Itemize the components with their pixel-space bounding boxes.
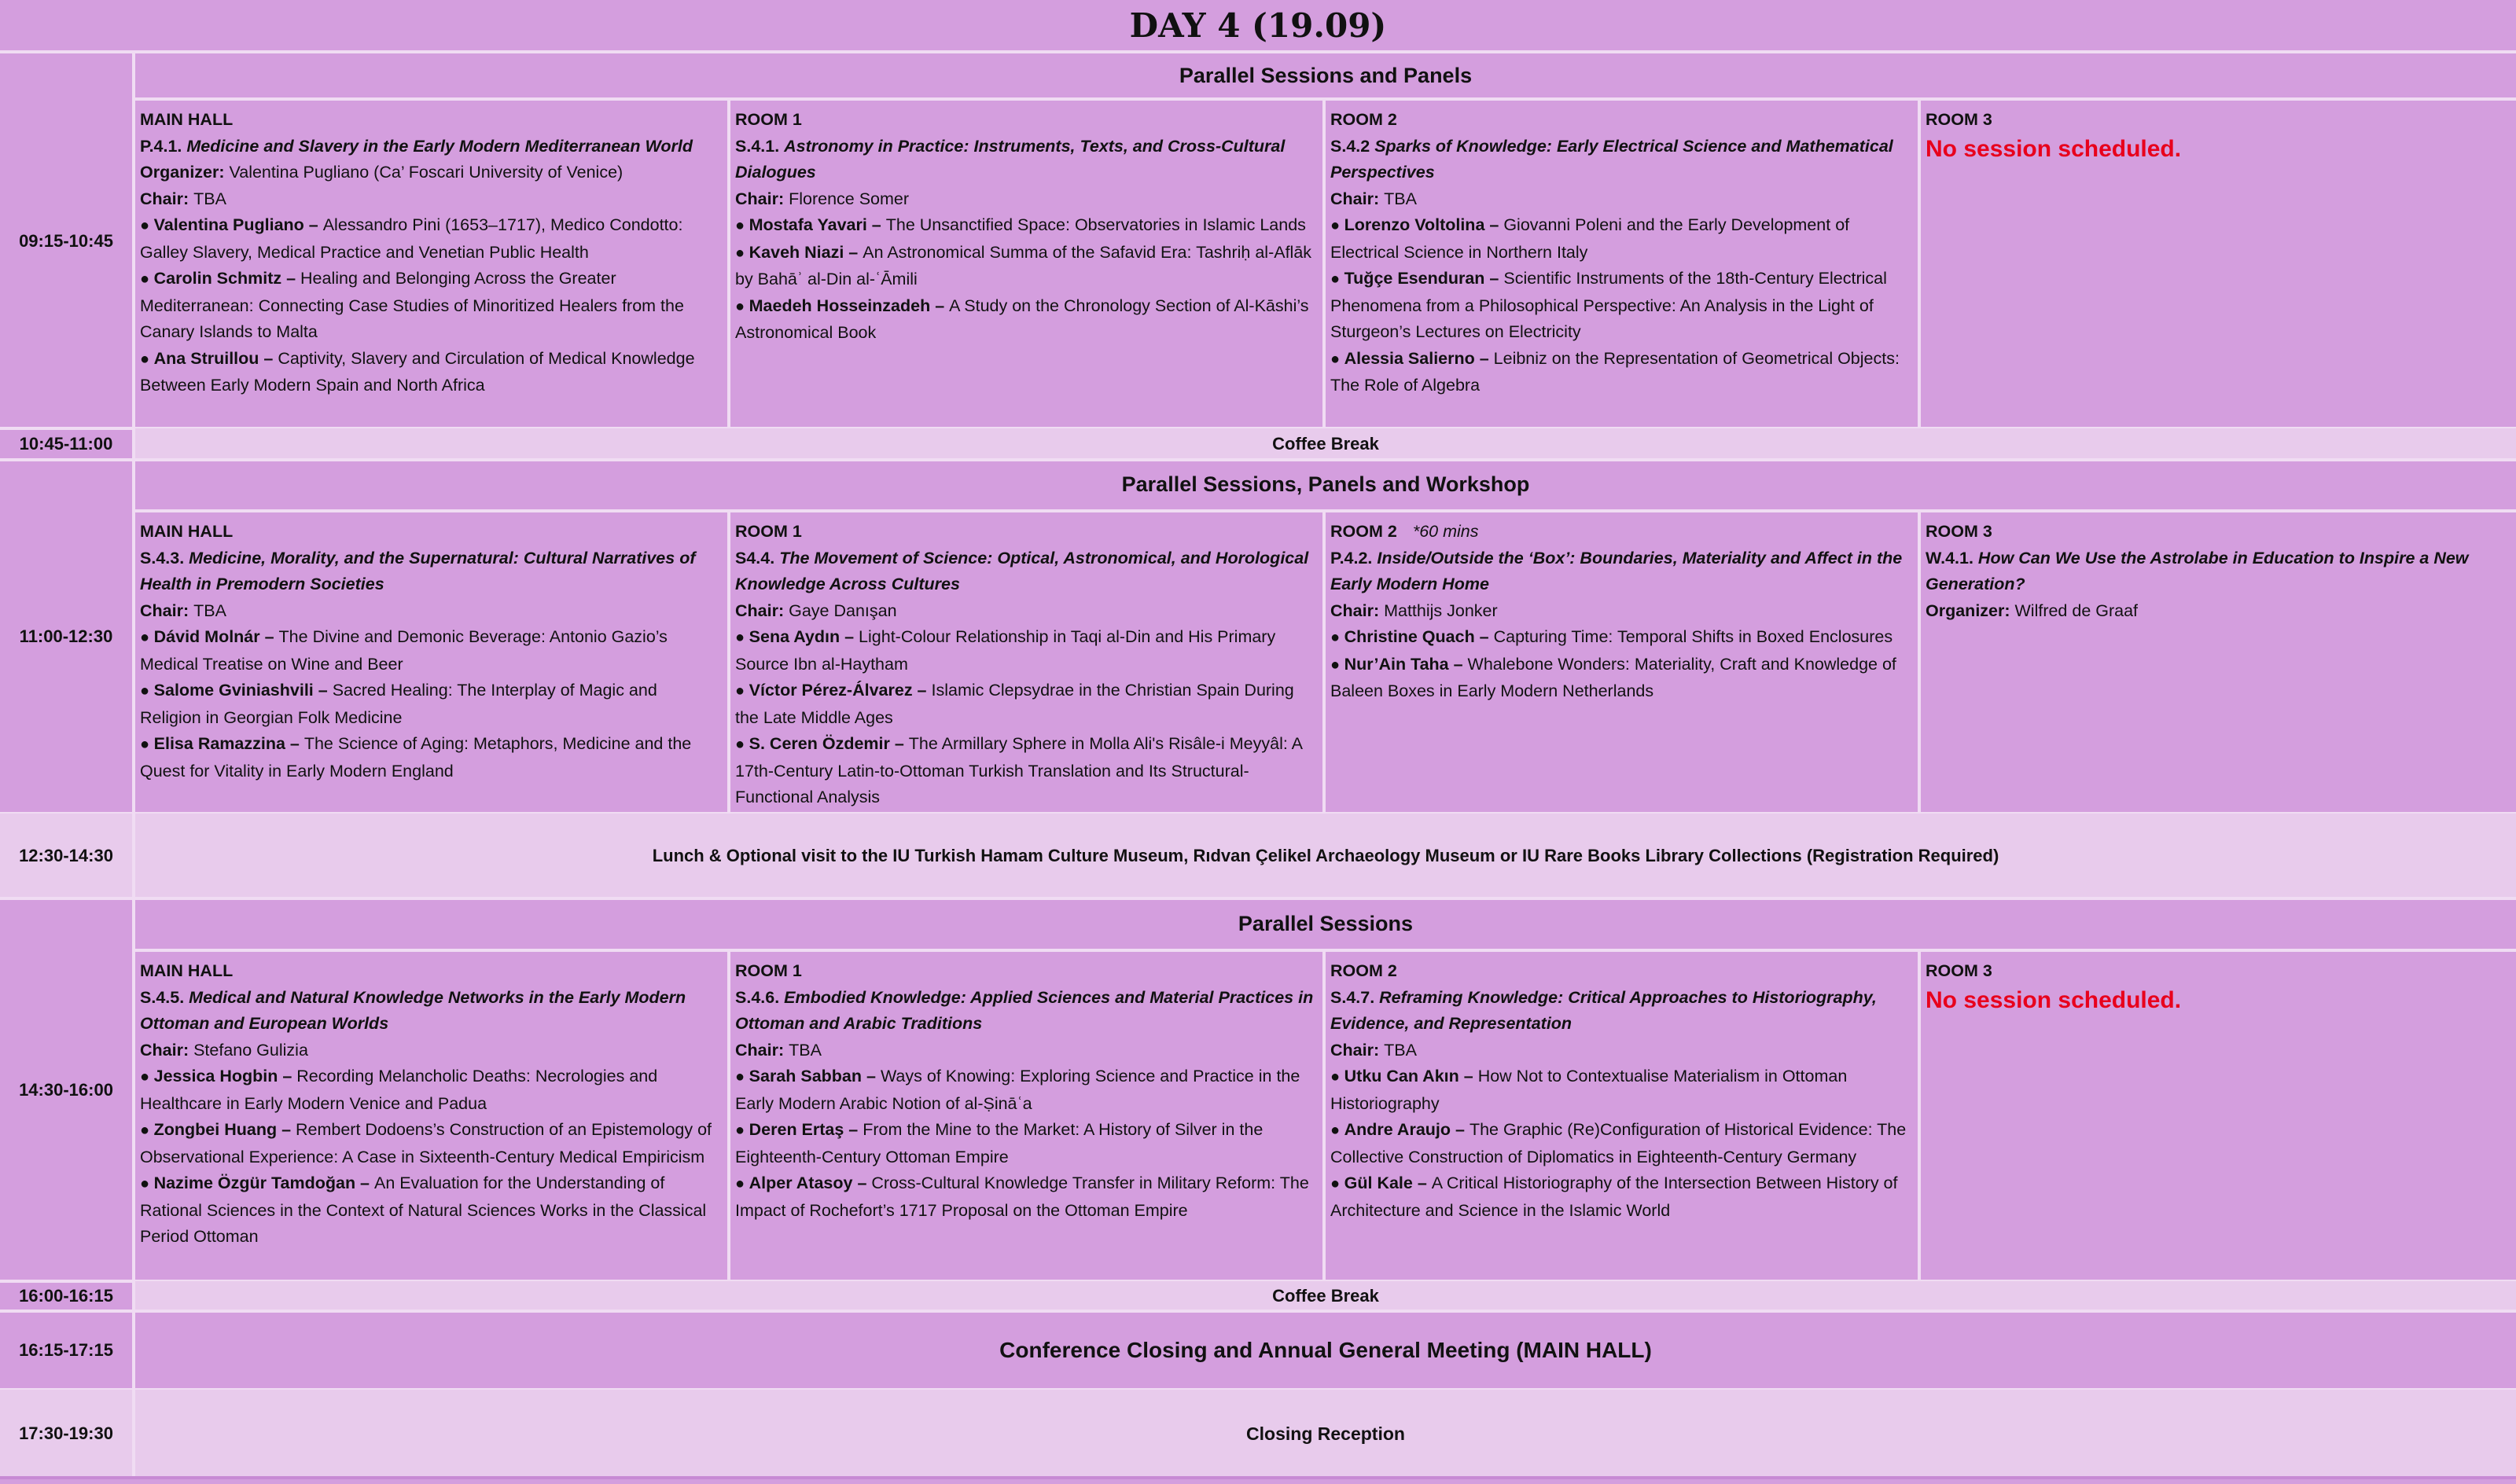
bullet-icon: ● (735, 1175, 749, 1192)
organizer-name: Valentina Pugliano (Ca’ Foscari University of Venice) (229, 163, 623, 182)
speaker: Andre Araujo – (1344, 1120, 1470, 1139)
speaker: S. Ceren Özdemir – (749, 734, 909, 753)
presentation-title: Alessandro Pini (1653–1717), Medico Condotto: Galley Slavery, Medical Practice and Venetian Public Health (140, 215, 683, 262)
speaker: Deren Ertaş – (749, 1120, 863, 1139)
presentation-title: Captivity, Slavery and Circulation of Medical Knowledge Between Early Modern Spain and North Africa (140, 348, 695, 395)
speaker: Jessica Hogbin – (153, 1067, 297, 1085)
presentation (735, 1170, 1318, 1224)
speaker: Tuğçe Esenduran – (1344, 269, 1504, 288)
chair (140, 186, 723, 213)
presentation-title: Rembert Dodoens’s Construction of an Epistemology of Observational Experience: A Case in Sixteenth-Century Medical Empiricism (140, 1120, 712, 1166)
presentation-title: Recording Melancholic Deaths: Necrologies and Healthcare in Early Modern Venice and Padua (140, 1067, 658, 1113)
presentation (140, 1170, 723, 1251)
presentation (735, 1117, 1318, 1170)
chair-name: Matthijs Jonker (1384, 601, 1498, 620)
session-name: Medicine and Slavery in the Early Modern Mediterranean World (186, 136, 693, 156)
session-title (1330, 545, 1913, 598)
bullet-icon: ● (1330, 656, 1344, 674)
speaker: Nur’Ain Taha – (1344, 654, 1468, 674)
bullet-icon: ● (140, 629, 154, 646)
block-header: Parallel Sessions, Panels and Workshop (135, 460, 2516, 512)
presentation (735, 1063, 1318, 1117)
bullet-icon: ● (1330, 1122, 1344, 1139)
session-name: Embodied Knowledge: Applied Sciences and Material Practices in Ottoman and Arabic Traditions (735, 987, 1314, 1033)
session-cell (730, 952, 1326, 1281)
session-code: S4.4. (735, 548, 780, 568)
session-title (140, 545, 723, 598)
presentation-title: Capturing Time: Temporal Shifts in Boxed Enclosures (1493, 627, 1893, 646)
session-cell (135, 101, 730, 428)
speaker: Salome Gviniashvili – (153, 681, 333, 700)
room-label: MAIN HALL (140, 961, 234, 980)
presentation (140, 1063, 723, 1117)
session-cell (1326, 952, 1921, 1281)
presentation (1330, 1170, 1913, 1224)
speaker: Alper Atasoy – (749, 1174, 872, 1192)
bullet-icon: ● (735, 736, 749, 753)
presentation-title: Whalebone Wonders: Materiality, Craft and Knowledge of Baleen Boxes in Early Modern Netherlands (1330, 654, 1896, 700)
session-title (140, 985, 723, 1038)
presentation-title: Healing and Belonging Across the Greater Mediterranean: Connecting Case Studies of Minoritized Healers from the Canary Islands to Malta (140, 269, 684, 341)
room-label: ROOM 1 (735, 961, 802, 980)
bullet-icon: ● (735, 1122, 749, 1139)
chair (1330, 186, 1913, 213)
presentation (140, 1117, 723, 1170)
session-code: P.4.1. (140, 136, 187, 156)
chair-name: TBA (1384, 189, 1417, 208)
presentation-title: The Divine and Demonic Beverage: Antonio Gazio’s Medical Treatise on Wine and Beer (140, 627, 668, 674)
chair-name: Florence Somer (789, 189, 910, 208)
bullet-icon: ● (1330, 350, 1344, 368)
speaker: Mostafa Yavari – (749, 215, 886, 234)
session-cell (1921, 101, 2516, 428)
speaker: Maedeh Hosseinzadeh – (749, 296, 950, 315)
room-label: ROOM 1 (735, 110, 802, 129)
speaker: Utku Can Akın – (1344, 1067, 1478, 1085)
session-cell (1326, 512, 1921, 814)
session-title (735, 985, 1318, 1038)
session-name: Astronomy in Practice: Instruments, Texts, and Cross-Cultural Dialogues (735, 136, 1286, 182)
session-title (140, 134, 723, 160)
organizer (1926, 598, 2511, 625)
no-session-notice: No session scheduled. (1926, 135, 2182, 162)
session-code: S.4.5. (140, 987, 189, 1007)
session-title (735, 134, 1318, 186)
presentation (1330, 266, 1913, 346)
room-label: ROOM 2 (1330, 961, 1397, 980)
speaker: Dávid Molnár – (153, 627, 279, 646)
session-cell (1921, 952, 2516, 1281)
presentation (735, 293, 1318, 347)
presentation-title: Ways of Knowing: Exploring Science and Practice in the Early Modern Arabic Notion of al-Ṣināʿa (735, 1067, 1300, 1113)
room-label: ROOM 2 *60 mins (1330, 522, 1479, 541)
time-slot: 17:30-19:30 (0, 1390, 135, 1478)
chair-label: Chair: (1330, 189, 1385, 208)
chair (735, 1038, 1318, 1064)
speaker: Víctor Pérez-Álvarez – (749, 681, 932, 700)
session-code: W.4.1. (1926, 548, 1978, 568)
bullet-icon: ● (1330, 270, 1344, 288)
speaker: Alessia Salierno – (1344, 348, 1494, 368)
presentation-title: Cross-Cultural Knowledge Transfer in Military Reform: The Impact of Rochefort’s 1717 Proposal on the Ottoman Empire (735, 1174, 1309, 1220)
session-code: S.4.1. (735, 136, 785, 156)
presentation-title: Leibniz on the Representation of Geometrical Objects: The Role of Algebra (1330, 348, 1900, 395)
time-slot: 16:15-17:15 (0, 1311, 135, 1390)
chair (1330, 598, 1913, 625)
speaker: Ana Struillou – (153, 348, 278, 368)
speaker: Nazime Özgür Tamdoğan – (153, 1174, 374, 1192)
block-header: Parallel Sessions and Panels (135, 53, 2516, 101)
chair (735, 598, 1318, 625)
room-label: MAIN HALL (140, 522, 234, 541)
time-slot: 10:45-11:00 (0, 428, 135, 460)
chair-label: Chair: (735, 601, 789, 620)
speaker: Christine Quach – (1344, 627, 1494, 646)
presentation-title: Light-Colour Relationship in Taqi al-Din and His Primary Source Ibn al-Haytham (735, 627, 1276, 674)
closing-meeting: Conference Closing and Annual General Meeting (MAIN HALL) (999, 1338, 1652, 1362)
time-slot: 14:30-16:00 (0, 898, 135, 1281)
presentation (735, 212, 1318, 240)
session-name: Medical and Natural Knowledge Networks in the Early Modern Ottoman and European Worlds (140, 987, 686, 1033)
presentation (140, 212, 723, 266)
chair-name: Stefano Gulizia (193, 1040, 308, 1060)
chair-label: Chair: (140, 189, 194, 208)
speaker: Lorenzo Voltolina – (1344, 215, 1504, 234)
presentation-title: The Unsanctified Space: Observatories in Islamic Lands (885, 215, 1306, 234)
coffee-break: Coffee Break (135, 428, 2516, 460)
session-name: The Movement of Science: Optical, Astronomical, and Horological Knowledge Across Cultures (735, 548, 1309, 593)
session-code: S.4.7. (1330, 987, 1380, 1007)
session-cell (730, 512, 1326, 814)
speaker: Sarah Sabban – (749, 1067, 881, 1085)
presentation-title: A Critical Historiography of the Intersection Between History of Architecture and Science in the Islamic World (1330, 1174, 1898, 1220)
bullet-icon: ● (735, 629, 749, 646)
presentation-title: Giovanni Poleni and the Early Development of Electrical Science in Northern Italy (1330, 215, 1850, 262)
time-slot: 09:15-10:45 (0, 53, 135, 428)
chair-label: Chair: (735, 1040, 789, 1060)
chair (1330, 1038, 1913, 1064)
chair-label: Chair: (140, 601, 194, 620)
session-cell (1326, 101, 1921, 428)
bullet-icon: ● (1330, 217, 1344, 234)
session-code: S.4.6. (735, 987, 785, 1007)
session-cell (135, 952, 730, 1281)
bullet-icon: ● (735, 1068, 749, 1085)
room-label: ROOM 3 (1926, 522, 1992, 541)
session-code: S.4.2 (1330, 136, 1375, 156)
speaker: Sena Aydın – (749, 627, 859, 646)
bullet-icon: ● (140, 1068, 154, 1085)
bullet-icon: ● (140, 1175, 154, 1192)
bullet-icon: ● (735, 244, 749, 262)
organizer-label: Organizer: (140, 163, 230, 182)
presentation (735, 624, 1318, 678)
presentation (140, 624, 723, 678)
bullet-icon: ● (735, 682, 749, 700)
bullet-icon: ● (735, 297, 749, 315)
presentation (140, 346, 723, 399)
speaker: Carolin Schmitz – (153, 269, 301, 288)
speaker: Zongbei Huang – (153, 1120, 296, 1139)
presentation-title: How Not to Contextualise Materialism in Ottoman Historiography (1330, 1067, 1848, 1113)
session-cell (730, 101, 1326, 428)
chair-name: Gaye Danışan (789, 601, 897, 620)
session-name: How Can We Use the Astrolabe in Education to Inspire a New Generation? (1926, 548, 2469, 593)
session-title (735, 545, 1318, 598)
closing-reception: Closing Reception (135, 1390, 2516, 1478)
coffee-break: Coffee Break (135, 1281, 2516, 1311)
no-session-notice: No session scheduled. (1926, 986, 2182, 1013)
presentation (140, 266, 723, 346)
time-slot: 16:00-16:15 (0, 1281, 135, 1311)
presentation (735, 678, 1318, 731)
presentation-title: The Armillary Sphere in Molla Ali's Risâle-i Meyyâl: A 17th-Century Latin-to-Ottoman Turkish Translation and Its Structural-Functional Analysis (735, 734, 1302, 806)
presentation-title: A Study on the Chronology Section of Al-Kāshi’s Astronomical Book (735, 296, 1309, 342)
bullet-icon: ● (140, 1122, 154, 1139)
chair (140, 598, 723, 625)
presentation (735, 240, 1318, 293)
presentation (1330, 652, 1913, 705)
chair (735, 186, 1318, 213)
presentation-title: The Graphic (Re)Configuration of Historical Evidence: The Collective Construction of Diplomatics in Eighteenth-Century Germany (1330, 1120, 1907, 1166)
session-title (1926, 545, 2511, 598)
session-code: S.4.3. (140, 548, 189, 568)
presentation (1330, 1117, 1913, 1170)
presentation (1330, 624, 1913, 652)
bullet-icon: ● (1330, 629, 1344, 646)
chair-name: TBA (789, 1040, 822, 1060)
bullet-icon: ● (140, 270, 154, 288)
chair-name: TBA (193, 601, 226, 620)
session-name: Inside/Outside the ‘Box’: Boundaries, Materiality and Affect in the Early Modern Home (1330, 548, 1903, 593)
bullet-icon: ● (140, 350, 154, 368)
room-label: ROOM 3 (1926, 961, 1992, 980)
chair-label: Chair: (1330, 1040, 1385, 1060)
presentation (735, 731, 1318, 811)
session-name: Medicine, Morality, and the Supernatural: Cultural Narratives of Health in Premodern Societies (140, 548, 696, 593)
room-label: MAIN HALL (140, 110, 234, 129)
chair-label: Chair: (735, 189, 789, 208)
session-cell (135, 512, 730, 814)
block-header: Parallel Sessions (135, 898, 2516, 952)
presentation-title: Sacred Healing: The Interplay of Magic and Religion in Georgian Folk Medicine (140, 681, 657, 727)
presentation-title: The Science of Aging: Metaphors, Medicine and the Quest for Vitality in Early Modern England (140, 734, 692, 781)
organizer (140, 160, 723, 186)
time-slot: 11:00-12:30 (0, 460, 135, 814)
duration-note: *60 mins (1412, 522, 1479, 541)
presentation-title: An Astronomical Summa of the Safavid Era: Tashriḥ al-Aflāk by Bahāʾ al-Din al-ʿĀmili (735, 242, 1312, 288)
bullet-icon: ● (140, 217, 154, 234)
bullet-icon: ● (735, 217, 749, 234)
session-cell (1921, 512, 2516, 814)
bullet-icon: ● (140, 682, 154, 700)
session-code: P.4.2. (1330, 548, 1378, 568)
chair-label: Chair: (140, 1040, 194, 1060)
session-name: Reframing Knowledge: Critical Approaches to Historiography, Evidence, and Representation (1330, 987, 1877, 1033)
speaker: Valentina Pugliano – (153, 215, 323, 234)
presentation-title: An Evaluation for the Understanding of Rational Sciences in the Context of Natural Sciences Works in the Classical Period Ottoman (140, 1174, 707, 1246)
chair (140, 1038, 723, 1064)
presentation (140, 678, 723, 731)
presentation (1330, 212, 1913, 266)
chair-name: TBA (1384, 1040, 1417, 1060)
room-label: ROOM 1 (735, 522, 802, 541)
session-title (1330, 134, 1913, 186)
bullet-icon: ● (1330, 1068, 1344, 1085)
organizer-name: Wilfred de Graaf (2014, 601, 2139, 620)
organizer-label: Organizer: (1926, 601, 2015, 620)
bullet-icon: ● (1330, 1175, 1344, 1192)
chair-name: TBA (193, 189, 226, 208)
speaker: Gül Kale – (1344, 1174, 1432, 1192)
presentation-title: Scientific Instruments of the 18th-Century Electrical Phenomena from a Philosophical Perspective: An Analysis in the Light of Sturgeon’s Lectures on Electricity (1330, 269, 1887, 341)
session-title (1330, 985, 1913, 1038)
presentation (1330, 346, 1913, 399)
chair-label: Chair: (1330, 601, 1385, 620)
session-name: Sparks of Knowledge: Early Electrical Science and Mathematical Perspectives (1330, 136, 1893, 182)
speaker: Elisa Ramazzina – (153, 734, 304, 753)
page-title: DAY 4 (19.09) (0, 0, 2516, 53)
presentation-title: Islamic Clepsydrae in the Christian Spain During the Late Middle Ages (735, 681, 1294, 727)
speaker: Kaveh Niazi – (749, 242, 863, 262)
bullet-icon: ● (140, 736, 154, 753)
time-slot: 12:30-14:30 (0, 814, 135, 898)
room-label: ROOM 3 (1926, 110, 1992, 129)
presentation (1330, 1063, 1913, 1117)
presentation (140, 731, 723, 784)
lunch-break: Lunch & Optional visit to the IU Turkish Hamam Culture Museum, Rıdvan Çelikel Archaeology Museum or IU Rare Books Library Collections (Registration Required) (135, 814, 2516, 898)
presentation-title: From the Mine to the Market: A History of Silver in the Eighteenth-Century Ottoman Empire (735, 1120, 1264, 1166)
room-label: ROOM 2 (1330, 110, 1397, 129)
